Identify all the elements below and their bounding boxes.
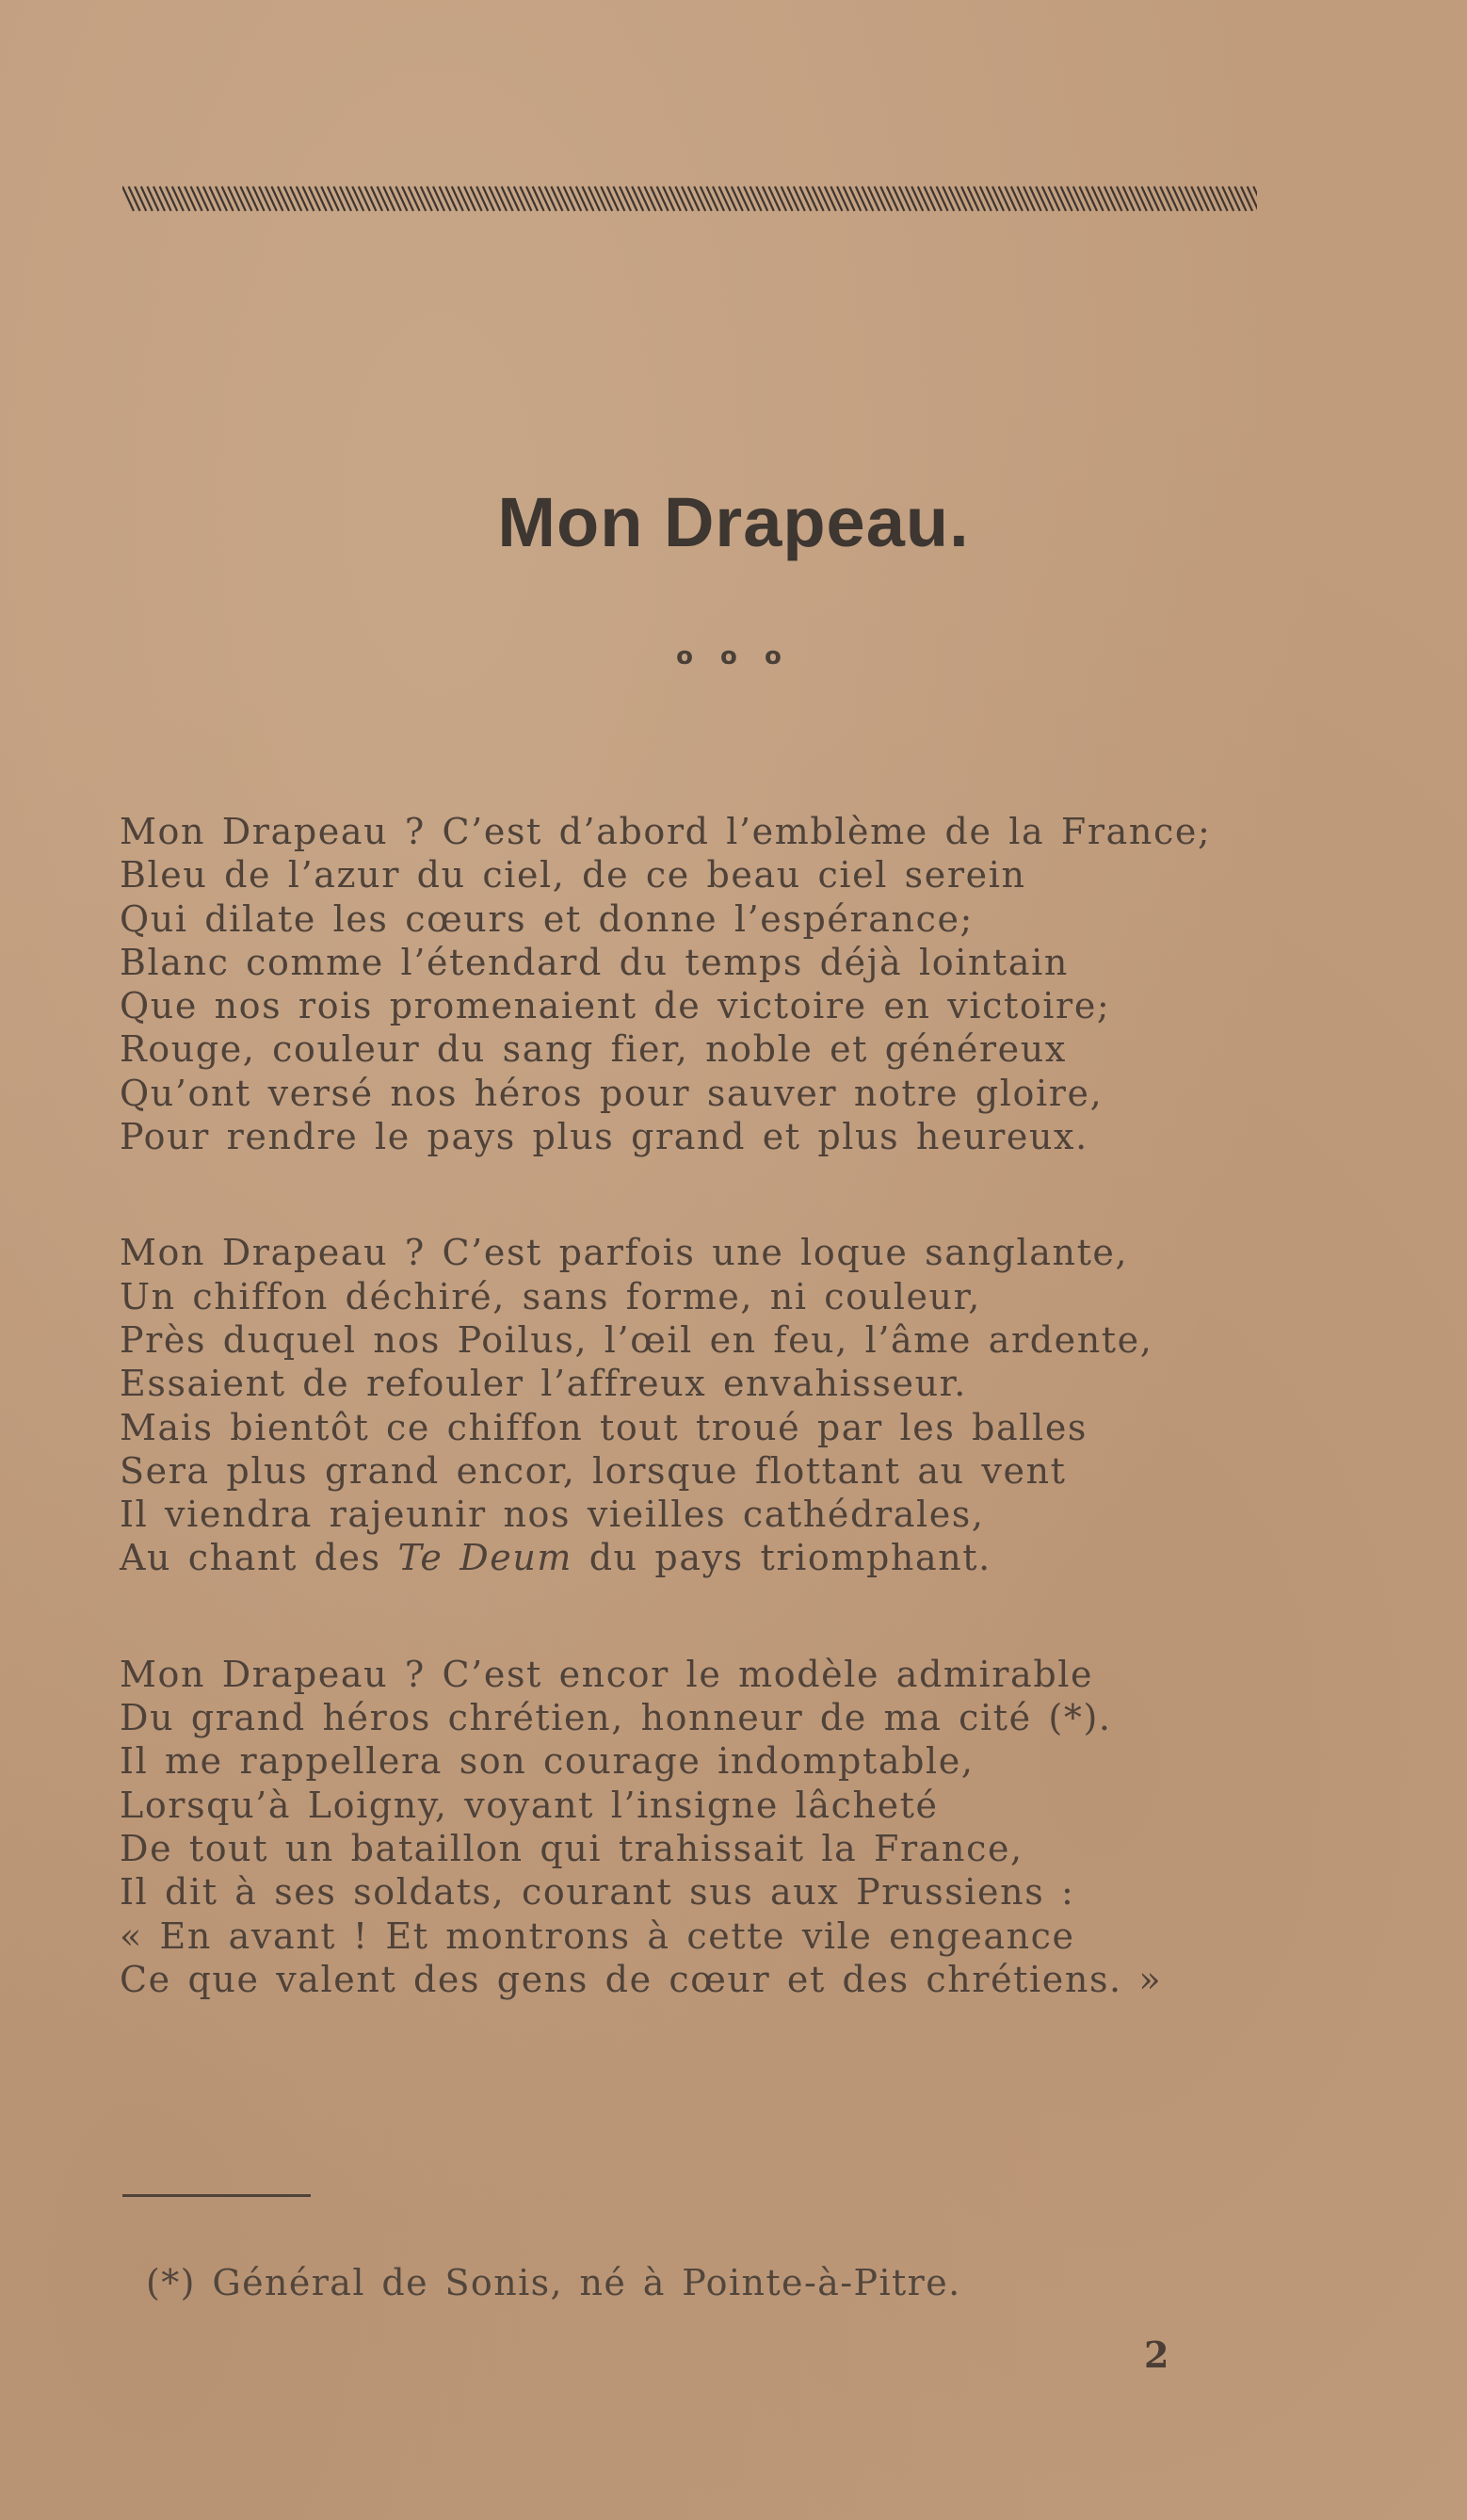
page-number: 2	[1144, 2334, 1169, 2376]
poem-title: Mon Drapeau.	[497, 483, 970, 561]
stanza-1	[120, 810, 1268, 1158]
verse-line: Mais bientôt ce chiffon tout troué par les balles	[120, 1406, 1088, 1448]
title-separator: o o o	[676, 642, 791, 670]
verse-line: « En avant ! Et montrons à cette vile engeance	[120, 1914, 1075, 1957]
verse-line: Il viendra rajeunir nos vieilles cathédrales,	[120, 1494, 985, 1536]
verse-text: Au chant des	[120, 1537, 398, 1579]
verse-line: Qui dilate les cœurs et donne l’espérance;	[120, 897, 974, 940]
verse-line-with-italic	[120, 1536, 1268, 1579]
footnote: (*) Général de Sonis, né à Pointe-à-Pitre.	[146, 2262, 961, 2303]
verse-line: Un chiffon déchiré, sans forme, ni couleur,	[120, 1275, 981, 1317]
verse-line: Qu’ont versé nos héros pour sauver notre gloire,	[120, 1072, 1104, 1114]
verse-line: Mon Drapeau ? C’est encor le modèle admirable	[120, 1653, 1094, 1695]
verse-line: Il me rappellera son courage indomptable,	[120, 1740, 975, 1783]
verse-line: Du grand héros chrétien, honneur de ma cité (*).	[120, 1697, 1112, 1739]
verse-text: du pays triomphant.	[572, 1537, 991, 1579]
verse-line: Essaient de refouler l’affreux envahisseur.	[120, 1363, 967, 1405]
stanza-3	[120, 1653, 1268, 2001]
verse-line: Près duquel nos Poilus, l’œil en feu, l’âme ardente,	[120, 1318, 1153, 1361]
stanza-2	[120, 1231, 1268, 1579]
verse-line: Ce que valent des gens de cœur et des chrétiens. »	[120, 1958, 1163, 2000]
verse-line: Pour rendre le pays plus grand et plus heureux.	[120, 1116, 1088, 1158]
poem-body	[120, 810, 1268, 2001]
decorative-hatched-rule	[122, 185, 1257, 213]
italic-title-te-deum: Te Deum	[397, 1537, 573, 1579]
verse-line: Mon Drapeau ? C’est d’abord l’emblème de la France;	[120, 811, 1212, 852]
verse-line: Sera plus grand encor, lorsque flottant au vent	[120, 1449, 1067, 1492]
verse-line: De tout un bataillon qui trahissait la France,	[120, 1827, 1024, 1869]
verse-line: Il dit à ses soldats, courant sus aux Prussiens :	[120, 1871, 1075, 1914]
verse-line: Blanc comme l’étendard du temps déjà lointain	[120, 941, 1069, 983]
verse-line: Rouge, couleur du sang fier, noble et généreux	[120, 1028, 1067, 1071]
verse-line: Bleu de l’azur du ciel, de ce beau ciel serein	[120, 854, 1026, 897]
verse-line: Lorsqu’à Loigny, voyant l’insigne lâcheté	[120, 1784, 939, 1826]
footnote-rule	[122, 2194, 311, 2197]
verse-line: Que nos rois promenaient de victoire en victoire;	[120, 985, 1111, 1027]
verse-line: Mon Drapeau ? C’est parfois une loque sanglante,	[120, 1232, 1129, 1274]
